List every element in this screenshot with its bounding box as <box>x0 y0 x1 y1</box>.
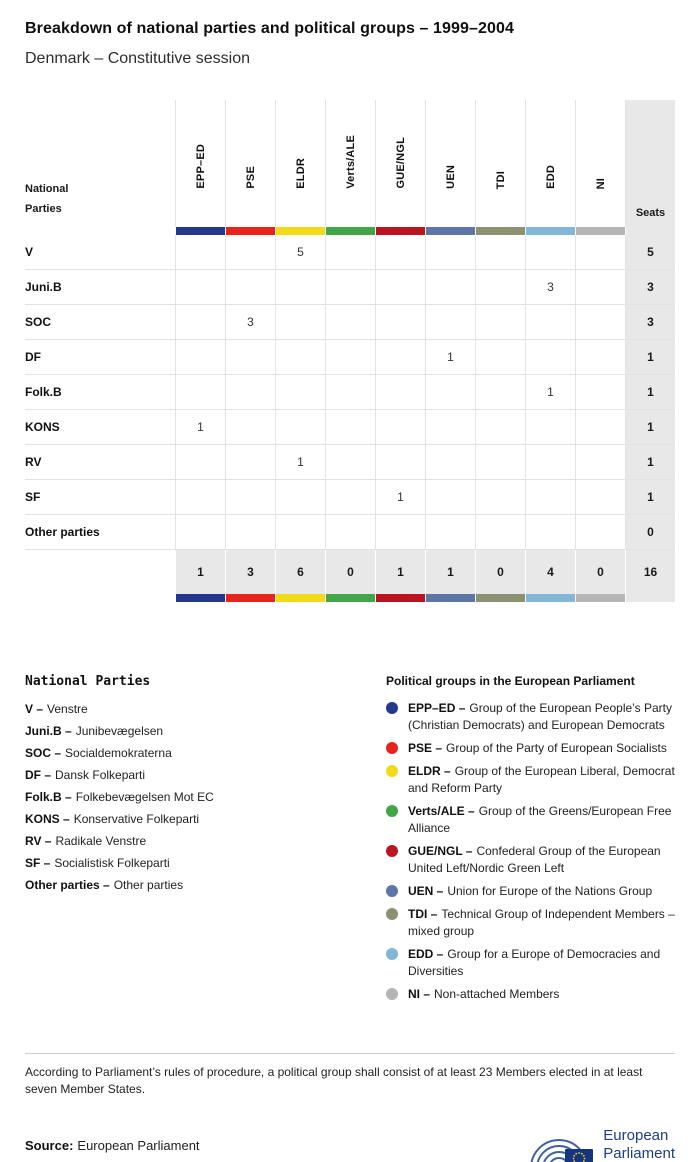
group-color-bar <box>525 227 575 235</box>
row-header-label: National Parties <box>25 183 69 215</box>
national-party-legend-item: DF – Dansk Folkeparti <box>25 768 146 782</box>
cell <box>225 480 275 514</box>
cell <box>325 445 375 479</box>
cell <box>575 515 625 549</box>
cell <box>475 375 525 409</box>
group-column-header: Verts/ALE <box>325 100 375 227</box>
party-name: DF <box>25 350 41 364</box>
total-cell: 3 <box>225 550 275 594</box>
cell: 1 <box>375 480 425 514</box>
group-color-bar <box>325 594 375 602</box>
cell <box>425 445 475 479</box>
party-name: V <box>25 245 34 259</box>
seats-cell: 0 <box>625 515 675 549</box>
cell <box>525 445 575 479</box>
cell <box>175 515 225 549</box>
table-row <box>25 410 675 445</box>
cell <box>525 340 575 374</box>
seats-cell: 3 <box>625 305 675 339</box>
national-party-legend-item: SOC – Socialdemokraterna <box>25 746 172 760</box>
table-row <box>25 445 675 480</box>
cell <box>525 305 575 339</box>
political-group-legend-item: PSE – Group of the Party of European Socialists <box>386 740 675 757</box>
total-cell: 1 <box>175 550 225 594</box>
cell <box>375 305 425 339</box>
table-header-row <box>25 100 675 227</box>
total-cell: 1 <box>375 550 425 594</box>
table-row <box>25 375 675 410</box>
cell <box>575 375 625 409</box>
cell: 1 <box>175 410 225 444</box>
cell <box>525 515 575 549</box>
hemicycle-eu-flag-icon <box>529 1122 595 1162</box>
political-group-legend-item: GUE/NGL – Confederal Group of the European United Left/Nordic Green Left <box>386 843 675 877</box>
cell <box>175 305 225 339</box>
cell <box>425 270 475 304</box>
cell <box>225 375 275 409</box>
total-cell: 0 <box>475 550 525 594</box>
legend-section <box>25 674 675 1009</box>
cell <box>575 305 625 339</box>
cell <box>525 235 575 269</box>
group-color-bar <box>375 227 425 235</box>
cell <box>225 445 275 479</box>
cell <box>275 270 325 304</box>
ep-logo-text: European Parliament <box>603 1127 675 1162</box>
national-parties-legend <box>25 674 386 1009</box>
political-group-legend-item: Verts/ALE – Group of the Greens/European Free Alliance <box>386 803 675 837</box>
cell <box>475 410 525 444</box>
group-color-bar <box>225 594 275 602</box>
group-color-dot <box>386 742 398 754</box>
procedure-note: According to Parliament’s rules of procedure, a political group shall consist of at least 23 Members elected in at least seven Member States. <box>25 1065 643 1096</box>
cell <box>325 235 375 269</box>
group-color-bar <box>425 227 475 235</box>
cell <box>175 235 225 269</box>
cell: 1 <box>425 340 475 374</box>
political-groups-legend <box>386 674 675 1009</box>
group-color-bar <box>575 227 625 235</box>
cell: 1 <box>525 375 575 409</box>
cell <box>375 410 425 444</box>
cell <box>375 445 425 479</box>
cell <box>575 480 625 514</box>
group-color-bar <box>275 594 325 602</box>
cell <box>325 340 375 374</box>
national-party-legend-item: V – Venstre <box>25 702 88 716</box>
cell <box>325 375 375 409</box>
group-color-dot <box>386 948 398 960</box>
cell <box>575 270 625 304</box>
group-color-bar-row-bottom <box>25 594 675 602</box>
seats-column-header: Seats <box>625 100 675 227</box>
national-parties-legend-title: National Parties <box>25 674 151 689</box>
cell <box>475 235 525 269</box>
group-column-header: TDI <box>475 100 525 227</box>
seats-cell: 5 <box>625 235 675 269</box>
cell <box>275 480 325 514</box>
cell <box>425 235 475 269</box>
cell <box>575 340 625 374</box>
table-row <box>25 235 675 270</box>
group-color-bar <box>275 227 325 235</box>
group-color-bar <box>475 594 525 602</box>
group-color-bar <box>525 594 575 602</box>
political-group-legend-item: EDD – Group for a Europe of Democracies and Diversities <box>386 946 675 980</box>
group-column-header: EPP–ED <box>175 100 225 227</box>
cell <box>325 515 375 549</box>
cell: 1 <box>275 445 325 479</box>
national-party-legend-item: RV – Radikale Venstre <box>25 834 147 848</box>
cell <box>475 340 525 374</box>
national-party-legend-item: Other parties – Other parties <box>25 878 184 892</box>
breakdown-table <box>25 100 675 602</box>
group-color-bar <box>225 227 275 235</box>
group-column-header: GUE/NGL <box>375 100 425 227</box>
group-color-dot <box>386 702 398 714</box>
total-cell: 6 <box>275 550 325 594</box>
party-name: Folk.B <box>25 385 62 399</box>
page-subtitle: Denmark – Constitutive session <box>25 50 250 67</box>
seats-cell: 1 <box>625 375 675 409</box>
total-cell: 0 <box>325 550 375 594</box>
group-color-dot <box>386 885 398 897</box>
party-name: SF <box>25 490 41 504</box>
group-color-bar <box>375 594 425 602</box>
group-color-bar <box>175 594 225 602</box>
source-row <box>25 1122 675 1162</box>
cell: 5 <box>275 235 325 269</box>
group-color-bar <box>425 594 475 602</box>
group-color-dot <box>386 765 398 777</box>
party-name: KONS <box>25 420 60 434</box>
total-cell: 0 <box>575 550 625 594</box>
political-group-legend-item: UEN – Union for Europe of the Nations Group <box>386 883 675 900</box>
total-seats-cell: 16 <box>625 550 675 594</box>
cell <box>575 235 625 269</box>
group-color-bar <box>475 227 525 235</box>
political-group-legend-item: EPP–ED – Group of the European People’s Party (Christian Democrats) and European Democrats <box>386 700 675 734</box>
cell <box>425 480 475 514</box>
national-party-legend-item: KONS – Konservative Folkeparti <box>25 812 200 826</box>
footer-divider <box>25 1053 675 1054</box>
table-row <box>25 480 675 515</box>
cell <box>175 445 225 479</box>
cell <box>475 305 525 339</box>
political-group-legend-item: NI – Non-attached Members <box>386 986 675 1003</box>
political-group-legend-item: TDI – Technical Group of Independent Members – mixed group <box>386 906 675 940</box>
table-row <box>25 515 675 550</box>
cell <box>275 305 325 339</box>
group-color-bar <box>175 227 225 235</box>
seats-cell: 3 <box>625 270 675 304</box>
cell <box>375 340 425 374</box>
national-party-legend-item: Folk.B – Folkebevægelsen Mot EC <box>25 790 214 804</box>
cell <box>475 270 525 304</box>
table-row <box>25 270 675 305</box>
party-name: RV <box>25 455 42 469</box>
cell <box>475 445 525 479</box>
party-name: SOC <box>25 315 52 329</box>
group-color-dot <box>386 845 398 857</box>
cell <box>225 235 275 269</box>
page-title: Breakdown of national parties and political groups – 1999–2004 <box>25 20 515 37</box>
table-row <box>25 305 675 340</box>
cell <box>425 375 475 409</box>
cell <box>475 515 525 549</box>
cell <box>325 270 375 304</box>
cell <box>275 340 325 374</box>
cell <box>375 515 425 549</box>
total-cell: 1 <box>425 550 475 594</box>
cell <box>375 270 425 304</box>
group-color-dot <box>386 988 398 1000</box>
group-color-dot <box>386 908 398 920</box>
cell: 3 <box>225 305 275 339</box>
cell <box>175 270 225 304</box>
group-column-header: PSE <box>225 100 275 227</box>
group-column-header: EDD <box>525 100 575 227</box>
national-party-legend-item: Juni.B – Junibevægelsen <box>25 724 164 738</box>
party-name: Juni.B <box>25 280 62 294</box>
cell <box>525 480 575 514</box>
political-group-legend-item: ELDR – Group of the European Liberal, Democrat and Reform Party <box>386 763 675 797</box>
cell <box>225 410 275 444</box>
cell <box>325 410 375 444</box>
seats-cell: 1 <box>625 410 675 444</box>
cell <box>275 410 325 444</box>
table-row <box>25 340 675 375</box>
cell <box>425 410 475 444</box>
cell <box>225 515 275 549</box>
group-column-header: UEN <box>425 100 475 227</box>
group-color-dot <box>386 805 398 817</box>
cell <box>275 515 325 549</box>
cell <box>375 235 425 269</box>
national-party-legend-item: SF – Socialistisk Folkeparti <box>25 856 170 870</box>
cell <box>325 480 375 514</box>
party-name: Other parties <box>25 525 100 539</box>
european-parliament-logo <box>529 1122 675 1162</box>
cell <box>425 515 475 549</box>
cell <box>175 340 225 374</box>
seats-cell: 1 <box>625 340 675 374</box>
cell <box>175 375 225 409</box>
group-color-bar <box>325 227 375 235</box>
cell: 3 <box>525 270 575 304</box>
table-corner-cell <box>25 100 175 227</box>
cell <box>225 270 275 304</box>
cell <box>575 445 625 479</box>
cell <box>275 375 325 409</box>
group-column-header: ELDR <box>275 100 325 227</box>
cell <box>525 410 575 444</box>
seats-cell: 1 <box>625 445 675 479</box>
source-line: Source: European Parliament <box>25 1137 200 1153</box>
political-groups-legend-title: Political groups in the European Parliament <box>386 674 635 688</box>
cell <box>475 480 525 514</box>
cell <box>375 375 425 409</box>
group-column-header: NI <box>575 100 625 227</box>
cell <box>225 340 275 374</box>
cell <box>325 305 375 339</box>
cell <box>175 480 225 514</box>
cell <box>425 305 475 339</box>
seats-cell: 1 <box>625 480 675 514</box>
group-color-bar <box>575 594 625 602</box>
cell <box>575 410 625 444</box>
totals-row <box>25 550 675 594</box>
total-cell: 4 <box>525 550 575 594</box>
group-color-bar-row <box>25 227 675 235</box>
